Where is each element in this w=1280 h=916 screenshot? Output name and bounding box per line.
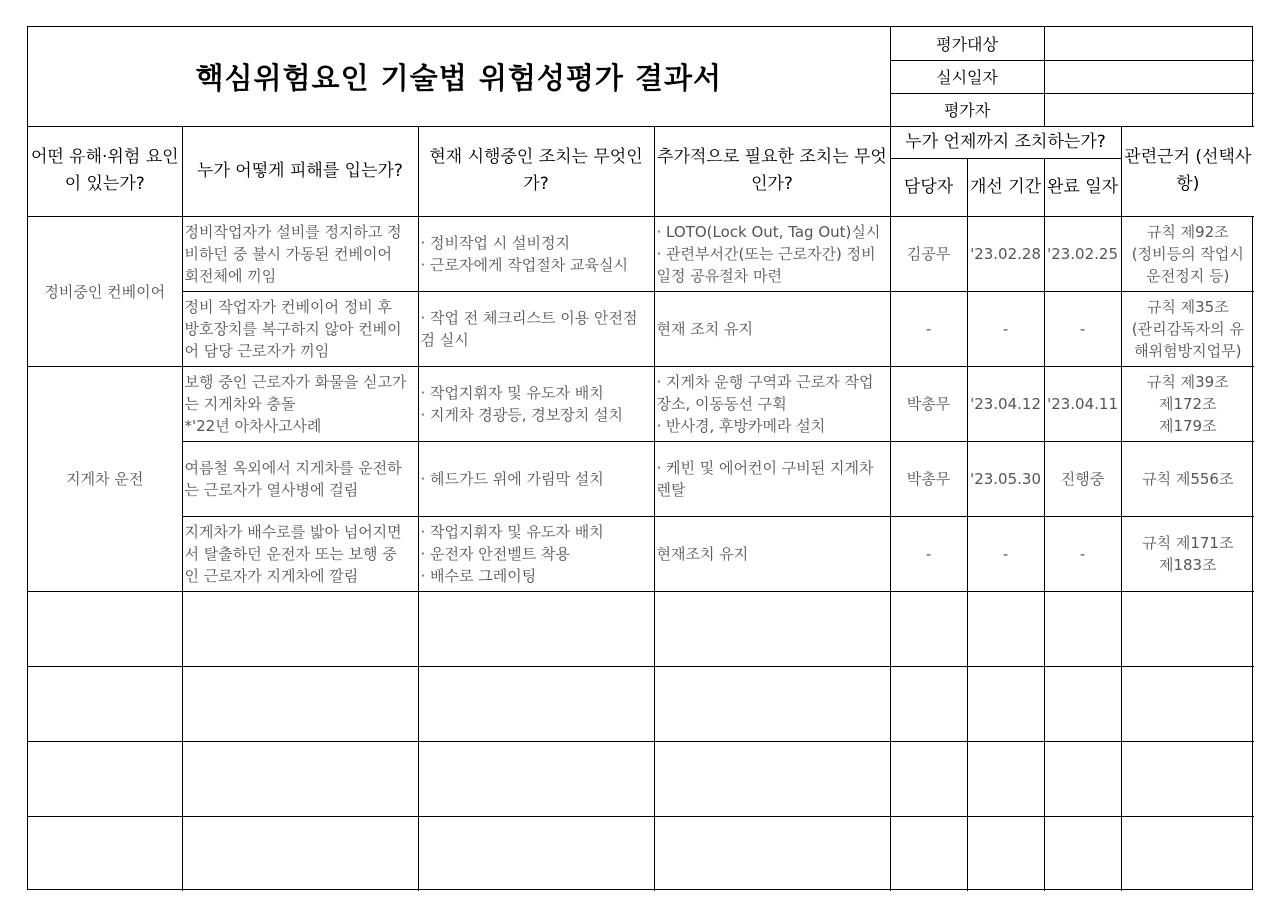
who-how-cell-line: 비하던 중 불시 가동된 컨베이어 [184,244,392,263]
table-row [28,441,1254,516]
additional-measures-cell-line: · 지게차 운행 구역과 근로자 작업 [656,372,874,391]
meta-label-date: 실시일자 [890,60,1044,93]
basis-cell-line: 규칙 제39조 [1146,372,1229,391]
header-complete-line: 완료 [1046,176,1080,197]
empty-row [28,666,1254,741]
meta-value-assessor[interactable] [1044,93,1254,126]
current-measures-cell [418,216,654,291]
basis-cell-line: 규칙 제171조 [1142,533,1234,552]
empty-cell[interactable] [28,741,182,816]
additional-measures-cell-line: · LOTO(Lock Out, Tag Out)실시 [656,222,881,241]
basis-cell [1121,216,1254,291]
empty-cell[interactable] [967,741,1044,816]
empty-cell[interactable] [418,816,654,891]
who-how-cell-line: 는 근로자가 열사병에 걸림 [184,480,359,499]
empty-cell[interactable] [1121,816,1254,891]
manager-cell: - [890,291,967,366]
empty-cell[interactable] [890,741,967,816]
header-who-when: 누가 언제까지 조치하는가? [890,126,1121,158]
who-how-cell-line: 지게차가 배수로를 밟아 넘어지면 [184,522,402,541]
period-cell: - [967,516,1044,591]
complete-cell: '23.04.11 [1044,366,1121,441]
complete-cell: '23.02.25 [1044,216,1121,291]
basis-cell-line: 제183조 [1158,555,1217,574]
basis-cell-line: 해위험방지업무) [1134,341,1242,360]
header-additional-line: 추가적으로 필요한 [657,147,794,167]
current-measures-cell-line: · 배수로 그레이팅 [420,566,537,585]
empty-cell[interactable] [890,666,967,741]
additional-measures-cell-line: 일정 공유절차 마련 [656,266,782,285]
additional-measures-cell-line: · 케빈 및 에어컨이 구비된 지게차 [656,458,874,477]
hazard-cell: 정비중인 컨베이어 [28,216,182,366]
empty-cell[interactable] [1121,591,1254,666]
header-hazard-line: 어떤 유해·위험 [30,147,141,167]
basis-cell-line: 규칙 제556조 [1142,469,1234,488]
empty-cell[interactable] [28,816,182,891]
complete-cell: - [1044,516,1121,591]
basis-cell-line: 제179조 [1158,416,1217,435]
empty-cell[interactable] [654,741,890,816]
header-period-line: 기간 [1008,176,1042,197]
empty-cell[interactable] [182,741,418,816]
empty-row [28,816,1254,891]
empty-cell[interactable] [967,591,1044,666]
empty-cell[interactable] [1044,741,1121,816]
empty-cell[interactable] [182,591,418,666]
manager-cell: 박총무 [890,366,967,441]
who-how-cell [182,441,418,516]
basis-cell-line: 제172조 [1158,394,1217,413]
table-row [28,366,1254,441]
empty-cell[interactable] [654,816,890,891]
empty-cell[interactable] [1044,666,1121,741]
header-hazard [28,126,182,216]
empty-cell[interactable] [890,591,967,666]
basis-cell-line: 규칙 제92조 [1146,222,1229,241]
header-who-how-line: 피해를 입는가? [289,160,403,181]
complete-cell: - [1044,291,1121,366]
header-additional-measures [654,126,890,216]
empty-cell[interactable] [182,816,418,891]
empty-cell[interactable] [654,591,890,666]
who-how-cell-line: 서 탈출하던 운전자 또는 보행 중 [184,544,397,563]
empty-cell[interactable] [1121,741,1254,816]
empty-row [28,741,1254,816]
current-measures-cell-line: · 정비작업 시 설비정지 [420,233,570,252]
meta-label-target: 평가대상 [890,27,1044,60]
who-how-cell-line: *'22년 아차사고사례 [184,416,322,435]
complete-cell: 진행중 [1044,441,1121,516]
basis-cell-line: 운전정지 등) [1146,266,1230,285]
additional-measures-cell [654,516,890,591]
additional-measures-cell-line: · 반사경, 후방카메라 설치 [656,416,826,435]
header-additional-line: 조치는 무엇인가? [751,147,887,194]
current-measures-cell-line: · 작업지휘자 및 유도자 배치 [420,522,604,541]
header-who-how [182,126,418,216]
additional-measures-cell-line: 렌탈 [656,480,686,499]
table-row [28,216,1254,291]
who-how-cell-line: 정비작업자가 설비를 정지하고 정 [184,222,402,241]
current-measures-cell [418,291,654,366]
empty-cell[interactable] [182,666,418,741]
current-measures-cell-line: · 헤드가드 위에 가림막 설치 [420,469,604,488]
basis-cell [1121,291,1254,366]
manager-cell: 박총무 [890,441,967,516]
header-who-how-line: 누가 어떻게 [197,160,285,181]
current-measures-cell-line: · 지게차 경광등, 경보장치 설치 [420,405,623,424]
header-current-line: 조치는 무엇인가? [523,147,643,194]
header-current-line: 현재 시행중인 [429,147,534,167]
who-how-cell-line: 회전체에 끼임 [184,266,277,285]
basis-cell-line: 규칙 제35조 [1146,297,1229,316]
additional-measures-cell [654,366,890,441]
current-measures-cell-line: · 근로자에게 작업절차 교육실시 [420,255,628,274]
who-how-cell [182,366,418,441]
manager-cell: 김공무 [890,216,967,291]
document-title: 핵심위험요인 기술법 위험성평가 결과서 [28,27,890,126]
empty-cell[interactable] [890,816,967,891]
who-how-cell-line: 는 지게차와 충돌 [184,394,296,413]
empty-cell[interactable] [418,666,654,741]
meta-label-assessor: 평가자 [890,93,1044,126]
hazard-cell: 지게차 운전 [28,366,182,591]
header-period-line: 개선 [969,176,1003,197]
additional-measures-cell-line: 현재조치 유지 [656,544,749,563]
meta-value-target[interactable] [1044,27,1254,60]
who-how-cell-line: 보행 중인 근로자가 화물을 싣고가 [184,372,407,391]
empty-cell[interactable] [654,666,890,741]
additional-measures-cell [654,291,890,366]
header-basis [1121,126,1254,216]
period-cell: '23.05.30 [967,441,1044,516]
who-how-cell-line: 정비 작업자가 컨베이어 정비 후 [184,297,392,316]
basis-cell [1121,441,1254,516]
header-complete [1044,158,1121,216]
basis-cell [1121,366,1254,441]
empty-cell[interactable] [28,591,182,666]
period-cell: '23.02.28 [967,216,1044,291]
period-cell: - [967,291,1044,366]
empty-cell[interactable] [967,816,1044,891]
table-row [28,516,1254,591]
current-measures-cell-line: · 운전자 안전벨트 착용 [420,544,570,563]
additional-measures-cell [654,441,890,516]
basis-cell-line: (정비등의 작업시 [1131,244,1244,263]
empty-row [28,591,1254,666]
additional-measures-cell-line: · 관련부서간(또는 근로자간) 정비 [656,244,876,263]
additional-measures-cell-line: 현재 조치 유지 [656,319,753,338]
period-cell: '23.04.12 [967,366,1044,441]
empty-cell[interactable] [28,666,182,741]
header-hazard-line: 요인이 있는가? [64,147,179,194]
current-measures-cell [418,516,654,591]
header-current-measures [418,126,654,216]
who-how-cell-line: 방호장치를 복구하지 않아 컨베이 [184,319,402,338]
empty-cell[interactable] [1044,591,1121,666]
additional-measures-cell-line: 장소, 이동동선 구획 [656,394,787,413]
who-how-cell [182,291,418,366]
who-how-cell [182,516,418,591]
current-measures-cell-line: · 작업지휘자 및 유도자 배치 [420,383,604,402]
header-complete-line: 일자 [1085,176,1119,197]
empty-cell[interactable] [418,591,654,666]
who-how-cell-line: 여름철 옥외에서 지게차를 운전하 [184,458,402,477]
current-measures-cell-line: · 작업 전 체크리스트 이용 안전점 [420,308,638,327]
table-row [28,291,1254,366]
empty-cell[interactable] [1044,816,1121,891]
header-manager: 담당자 [890,158,967,216]
basis-cell [1121,516,1254,591]
additional-measures-cell [654,216,890,291]
manager-cell: - [890,516,967,591]
empty-cell[interactable] [967,666,1044,741]
basis-cell-line: (관리감독자의 유 [1131,319,1244,338]
who-how-cell-line: 인 근로자가 지게차에 깔림 [184,566,359,585]
meta-value-date[interactable] [1044,60,1254,93]
current-measures-cell [418,366,654,441]
risk-assessment-sheet [27,26,1253,890]
who-how-cell-line: 어 담당 근로자가 끼임 [184,341,330,360]
header-basis-line: (선택사항) [1176,147,1252,194]
header-basis-line: 관련근거 [1124,147,1190,167]
empty-cell[interactable] [1121,666,1254,741]
empty-cell[interactable] [418,741,654,816]
risk-assessment-table [28,27,1254,891]
current-measures-cell [418,441,654,516]
current-measures-cell-line: 검 실시 [420,330,469,349]
who-how-cell [182,216,418,291]
header-period [967,158,1044,216]
